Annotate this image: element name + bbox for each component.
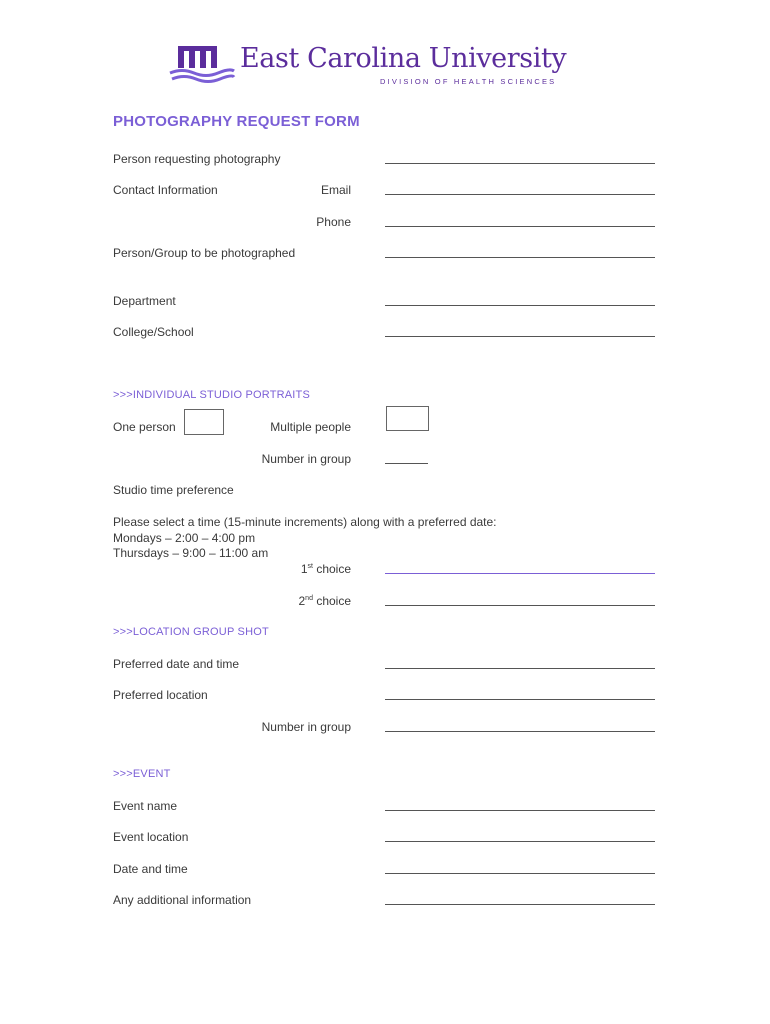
first-choice-label	[231, 562, 351, 576]
ecu-waves-icon	[168, 42, 236, 86]
second-choice-suffix: nd	[305, 595, 313, 602]
one-person-label: One person	[113, 420, 176, 434]
location-number-in-group-label: Number in group	[261, 720, 351, 734]
person-group-label: Person/Group to be photographed	[113, 246, 296, 260]
department-label: Department	[113, 294, 176, 308]
form-title: PHOTOGRAPHY REQUEST FORM	[113, 113, 360, 130]
preferred-date-time-label: Preferred date and time	[113, 657, 240, 671]
person-requesting-label: Person requesting photography	[113, 152, 281, 166]
studio-number-in-group-field[interactable]	[385, 463, 428, 464]
event-location-field[interactable]	[385, 841, 655, 842]
location-group-heading: >>>LOCATION GROUP SHOT	[113, 626, 269, 638]
second-choice-word: choice	[316, 594, 351, 608]
phone-field[interactable]	[385, 226, 655, 227]
event-date-time-field[interactable]	[385, 873, 655, 874]
studio-mondays: Mondays – 2:00 – 4:00 pm	[113, 531, 256, 545]
university-name: East Carolina University	[240, 43, 567, 74]
logo	[168, 42, 588, 92]
second-choice-field[interactable]	[385, 605, 655, 606]
email-label: Email	[320, 183, 351, 197]
studio-thursdays: Thursdays – 9:00 – 11:00 am	[113, 546, 269, 560]
department-field[interactable]	[385, 305, 655, 306]
event-date-time-label: Date and time	[113, 862, 188, 876]
event-location-label: Event location	[113, 830, 189, 844]
multiple-people-label: Multiple people	[270, 420, 351, 434]
phone-label: Phone	[316, 215, 351, 229]
one-person-checkbox[interactable]	[184, 409, 224, 435]
preferred-location-field[interactable]	[385, 699, 655, 700]
person-group-field[interactable]	[385, 257, 655, 258]
multiple-people-checkbox[interactable]	[386, 406, 429, 431]
division-name: DIVISION OF HEALTH SCIENCES	[380, 77, 557, 86]
college-school-label: College/School	[113, 325, 194, 339]
second-choice-label	[231, 594, 351, 608]
event-name-label: Event name	[113, 799, 178, 813]
contact-information-label: Contact Information	[113, 183, 218, 197]
studio-portraits-heading: >>>INDIVIDUAL STUDIO PORTRAITS	[113, 389, 311, 401]
preferred-location-label: Preferred location	[113, 688, 208, 702]
first-choice-suffix: st	[307, 563, 313, 570]
location-number-in-group-field[interactable]	[385, 731, 655, 732]
first-choice-field[interactable]	[385, 573, 655, 574]
event-name-field[interactable]	[385, 810, 655, 811]
college-school-field[interactable]	[385, 336, 655, 337]
additional-info-label: Any additional information	[113, 893, 252, 907]
preferred-date-time-field[interactable]	[385, 668, 655, 669]
event-heading: >>>EVENT	[113, 768, 171, 780]
email-field[interactable]	[385, 194, 655, 195]
studio-instructions: Please select a time (15-minute increments) along with a preferred date:	[113, 515, 497, 529]
studio-number-in-group-label: Number in group	[261, 452, 351, 466]
second-choice-number: 2	[298, 594, 306, 608]
first-choice-number: 1	[300, 562, 308, 576]
first-choice-word: choice	[316, 562, 351, 576]
additional-info-field[interactable]	[385, 904, 655, 905]
studio-time-preference-label: Studio time preference	[113, 483, 234, 497]
person-requesting-field[interactable]	[385, 163, 655, 164]
